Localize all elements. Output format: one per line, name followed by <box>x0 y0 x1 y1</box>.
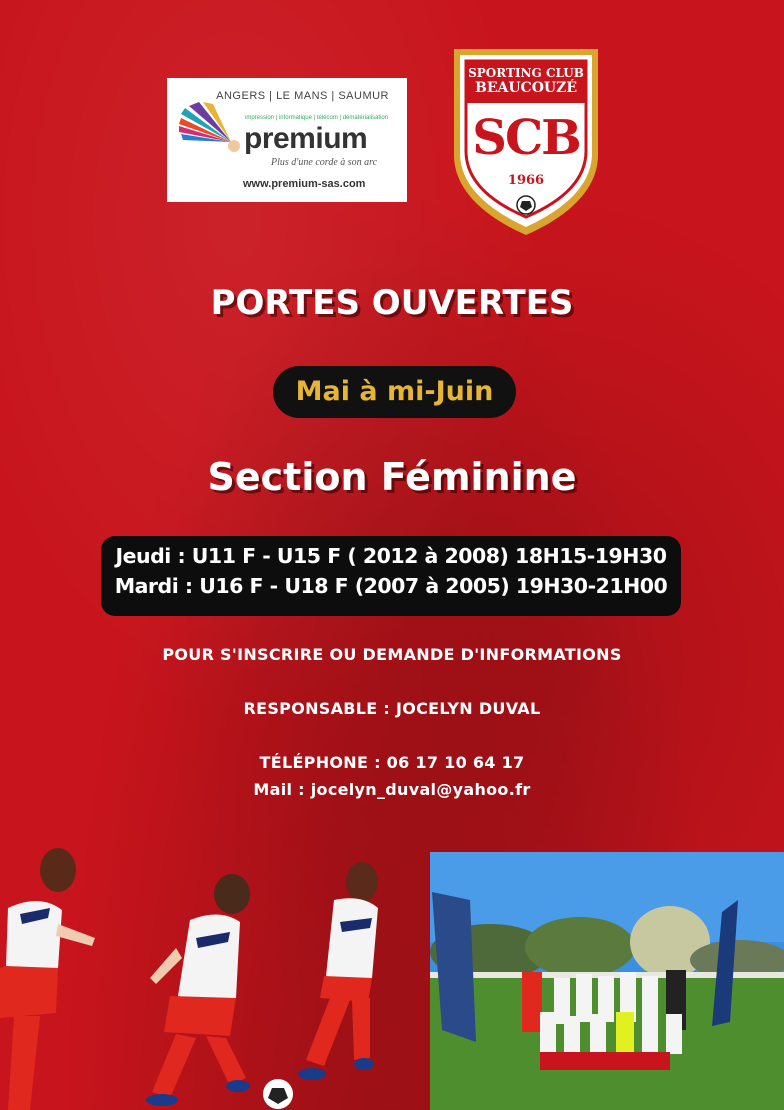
club-crest <box>448 45 604 237</box>
sponsor-cities: ANGERS | LE MANS | SAUMUR <box>216 90 389 102</box>
contact-telephone: TÉLÉPHONE : 06 17 10 64 17 <box>259 753 525 772</box>
contact-cta: POUR S'INSCRIRE OU DEMANDE D'INFORMATIONS <box>162 645 622 664</box>
schedule-line-tuesday: Mardi : U16 F - U18 F (2007 à 2005) 19H30-21H00 <box>114 574 668 598</box>
player-figure <box>298 862 378 1080</box>
sponsor-brand: premium <box>244 122 368 155</box>
players-illustration <box>0 838 420 1110</box>
crest-abbr: SCB <box>472 110 580 166</box>
sponsor-url: www.premium-sas.com <box>243 178 366 190</box>
contact-mail: Mail : jocelyn_duval@yahoo.fr <box>253 780 531 799</box>
player-figure <box>0 848 95 1110</box>
schedule-line-thursday: Jeudi : U11 F - U15 F ( 2012 à 2008) 18H15-19H30 <box>115 544 667 568</box>
period-label: Mai à mi-Juin <box>295 376 494 407</box>
period-badge <box>273 366 516 418</box>
sponsor-services: impression | informatique | télécom | dématérialisation <box>245 115 389 121</box>
premium-fan-icon <box>179 102 241 158</box>
schedule-box <box>101 536 681 616</box>
section-title: Section Féminine <box>207 455 577 499</box>
contact-responsable: RESPONSABLE : JOCELYN DUVAL <box>243 699 541 718</box>
team-photo <box>430 852 784 1110</box>
sponsor-slogan: Plus d'une corde à son arc <box>271 157 378 168</box>
page-title: PORTES OUVERTES <box>210 283 574 323</box>
crest-name-line2: BEAUCOUZÉ <box>474 80 577 96</box>
soccer-ball-icon <box>263 1079 293 1109</box>
sponsor-logo <box>167 78 407 202</box>
player-figure <box>146 874 250 1106</box>
crest-year: 1966 <box>507 173 545 188</box>
crest-name-line1: SPORTING CLUB <box>468 66 584 80</box>
